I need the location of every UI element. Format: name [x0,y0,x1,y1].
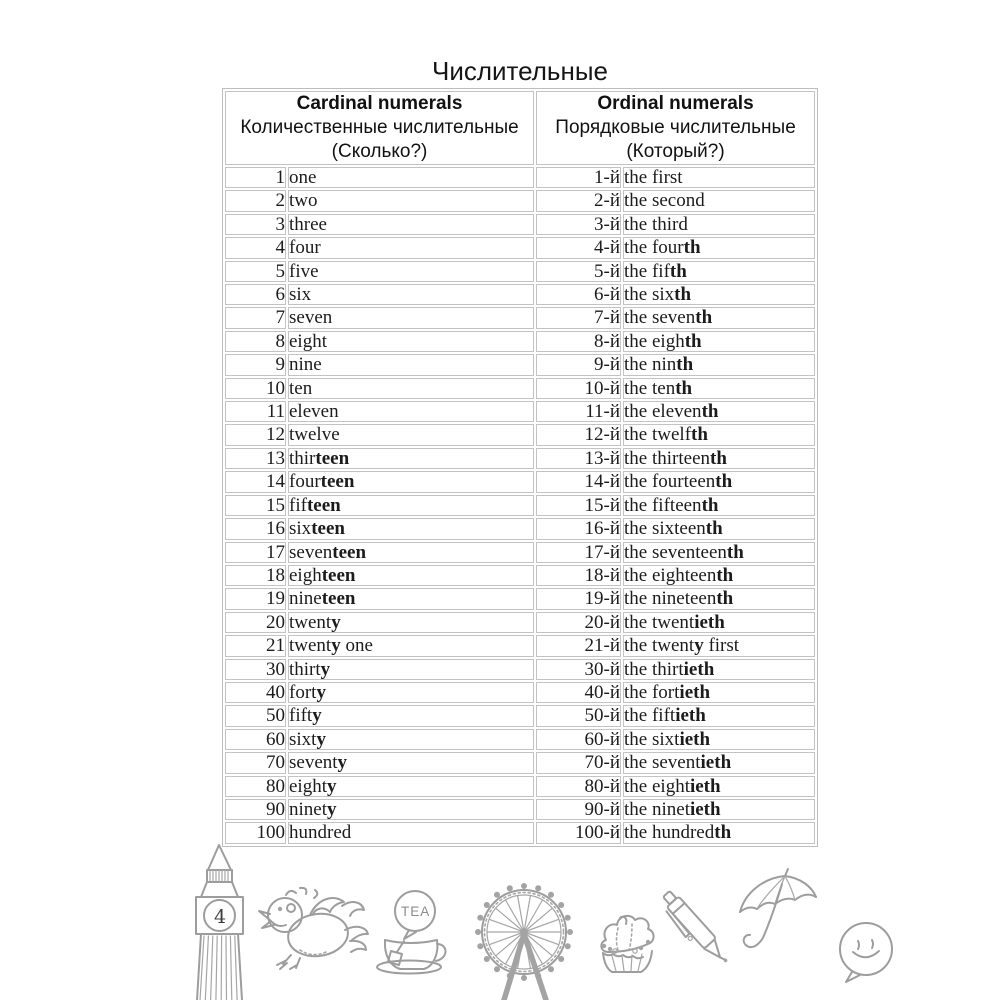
ordinal-number-cell: 12-й [536,424,621,445]
clock-face-number: 4 [214,906,227,928]
cardinal-word-cell: thirteen [288,448,534,469]
ordinal-word-cell: the seventieth [623,752,815,773]
cardinal-number-cell: 100 [225,822,286,843]
umbrella-icon [740,869,816,947]
cardinal-number-cell: 30 [225,659,286,680]
cardinal-number-cell: 4 [225,237,286,258]
ordinal-word-cell: the twelfth [623,424,815,445]
ordinal-number-cell: 19-й [536,588,621,609]
tea-bubble-label: TEA [401,904,431,919]
cardinal-word-cell: seven [288,307,534,328]
cardinal-word-cell: eight [288,331,534,352]
ordinal-number-cell: 6-й [536,284,621,305]
cardinal-word-cell: five [288,261,534,282]
ordinal-number-cell: 30-й [536,659,621,680]
cardinal-word-cell: sixteen [288,518,534,539]
ordinal-number-cell: 5-й [536,261,621,282]
ordinal-number-cell: 50-й [536,705,621,726]
ordinal-word-cell: the eightieth [623,776,815,797]
ordinal-word-cell: the thirtieth [623,659,815,680]
ordinal-word-cell: the seventh [623,307,815,328]
cardinal-word-cell: thirty [288,659,534,680]
ordinal-word-cell: the twentieth [623,612,815,633]
ordinal-number-cell: 60-й [536,729,621,750]
cardinal-word-cell: twenty one [288,635,534,656]
ordinal-word-cell: the fortieth [623,682,815,703]
cardinal-word-cell: nine [288,354,534,375]
ordinal-number-cell: 9-й [536,354,621,375]
ordinal-header-question: (Который?) [626,141,725,162]
cardinal-word-cell: twelve [288,424,534,445]
ordinal-number-cell: 1-й [536,167,621,188]
cardinal-number-cell: 5 [225,261,286,282]
cardinal-word-cell: ninety [288,799,534,820]
ordinal-word-cell: the sixteenth [623,518,815,539]
ordinal-word-cell: the second [623,190,815,211]
cupcake-icon [601,916,653,972]
cardinal-number-cell: 3 [225,214,286,235]
cardinal-word-cell: ten [288,378,534,399]
ordinal-word-cell: the seventeenth [623,542,815,563]
cardinal-number-cell: 50 [225,705,286,726]
smiley-bubble-icon [840,923,892,982]
cardinal-number-cell: 19 [225,588,286,609]
ordinal-word-cell: the fourth [623,237,815,258]
tea-cup-icon [377,891,446,974]
flying-bird-icon [259,888,368,969]
ordinal-number-cell: 7-й [536,307,621,328]
cardinal-word-cell: hundred [288,822,534,843]
ordinal-word-cell: the eighth [623,331,815,352]
cardinal-number-cell: 7 [225,307,286,328]
cardinal-word-cell: four [288,237,534,258]
ordinal-number-cell: 11-й [536,401,621,422]
ordinal-number-cell: 70-й [536,752,621,773]
cardinal-word-cell: seventeen [288,542,534,563]
cardinal-number-cell: 18 [225,565,286,586]
ordinal-number-cell: 15-й [536,495,621,516]
ordinal-word-cell: the eighteenth [623,565,815,586]
cardinal-word-cell: two [288,190,534,211]
cardinal-number-cell: 17 [225,542,286,563]
cardinal-number-cell: 13 [225,448,286,469]
ordinal-word-cell: the third [623,214,815,235]
ordinal-word-cell: the eleventh [623,401,815,422]
cardinal-number-cell: 90 [225,799,286,820]
cardinal-word-cell: fifty [288,705,534,726]
pen-icon [656,889,733,971]
ordinal-word-cell: the thirteenth [623,448,815,469]
cardinal-word-cell: eighteen [288,565,534,586]
ordinal-number-cell: 17-й [536,542,621,563]
cardinal-word-cell: twenty [288,612,534,633]
cardinal-number-cell: 70 [225,752,286,773]
cardinal-word-cell: eleven [288,401,534,422]
cardinal-number-cell: 8 [225,331,286,352]
ordinal-number-cell: 3-й [536,214,621,235]
cardinal-number-cell: 11 [225,401,286,422]
cardinal-number-cell: 15 [225,495,286,516]
cardinal-word-cell: fifteen [288,495,534,516]
cardinal-word-cell: sixty [288,729,534,750]
ordinal-number-cell: 16-й [536,518,621,539]
cardinal-number-cell: 12 [225,424,286,445]
cardinal-word-cell: six [288,284,534,305]
ordinal-word-cell: the sixtieth [623,729,815,750]
ordinal-word-cell: the fifth [623,261,815,282]
ordinal-number-cell: 13-й [536,448,621,469]
cardinal-word-cell: fourteen [288,471,534,492]
cardinal-number-cell: 2 [225,190,286,211]
ordinal-word-cell: the fourteenth [623,471,815,492]
ferris-wheel-icon [475,883,573,1000]
ordinal-number-cell: 100-й [536,822,621,843]
cardinal-word-cell: seventy [288,752,534,773]
cardinal-header-subtitle: Количественные числительные [240,117,519,138]
ordinal-number-cell: 8-й [536,331,621,352]
ordinal-number-cell: 10-й [536,378,621,399]
ordinal-number-cell: 20-й [536,612,621,633]
ordinal-word-cell: the ninth [623,354,815,375]
ordinal-word-cell: the first [623,167,815,188]
ordinal-word-cell: the fifteenth [623,495,815,516]
cardinal-number-cell: 1 [225,167,286,188]
ordinal-word-cell: the hundredth [623,822,815,843]
cardinal-word-cell: nineteen [288,588,534,609]
cardinal-word-cell: eighty [288,776,534,797]
big-ben-icon [196,845,243,1000]
ordinal-number-cell: 80-й [536,776,621,797]
ordinal-header-subtitle: Порядковые числительные [555,117,796,138]
ordinal-number-cell: 21-й [536,635,621,656]
cardinal-number-cell: 40 [225,682,286,703]
ordinal-number-cell: 90-й [536,799,621,820]
ordinal-header-title: Ordinal numerals [597,93,754,114]
cardinal-number-cell: 80 [225,776,286,797]
cardinal-number-cell: 21 [225,635,286,656]
cardinal-number-cell: 10 [225,378,286,399]
cardinal-header-title: Cardinal numerals [296,93,463,114]
ordinal-word-cell: the tenth [623,378,815,399]
ordinal-number-cell: 40-й [536,682,621,703]
cardinal-word-cell: forty [288,682,534,703]
cardinal-number-cell: 14 [225,471,286,492]
cardinal-number-cell: 16 [225,518,286,539]
ordinal-word-cell: the sixth [623,284,815,305]
ordinal-word-cell: the twenty first [623,635,815,656]
cardinal-number-cell: 6 [225,284,286,305]
ordinal-word-cell: the nineteenth [623,588,815,609]
cardinal-number-cell: 60 [225,729,286,750]
cardinal-word-cell: one [288,167,534,188]
ordinal-number-cell: 14-й [536,471,621,492]
ordinal-number-cell: 2-й [536,190,621,211]
ordinal-number-cell: 18-й [536,565,621,586]
cardinal-word-cell: three [288,214,534,235]
ordinal-word-cell: the fiftieth [623,705,815,726]
cardinal-number-cell: 20 [225,612,286,633]
page-title: Числительные [432,56,608,86]
ordinal-number-cell: 4-й [536,237,621,258]
cardinal-number-cell: 9 [225,354,286,375]
ordinal-word-cell: the ninetieth [623,799,815,820]
cardinal-header-question: (Сколько?) [331,141,428,162]
